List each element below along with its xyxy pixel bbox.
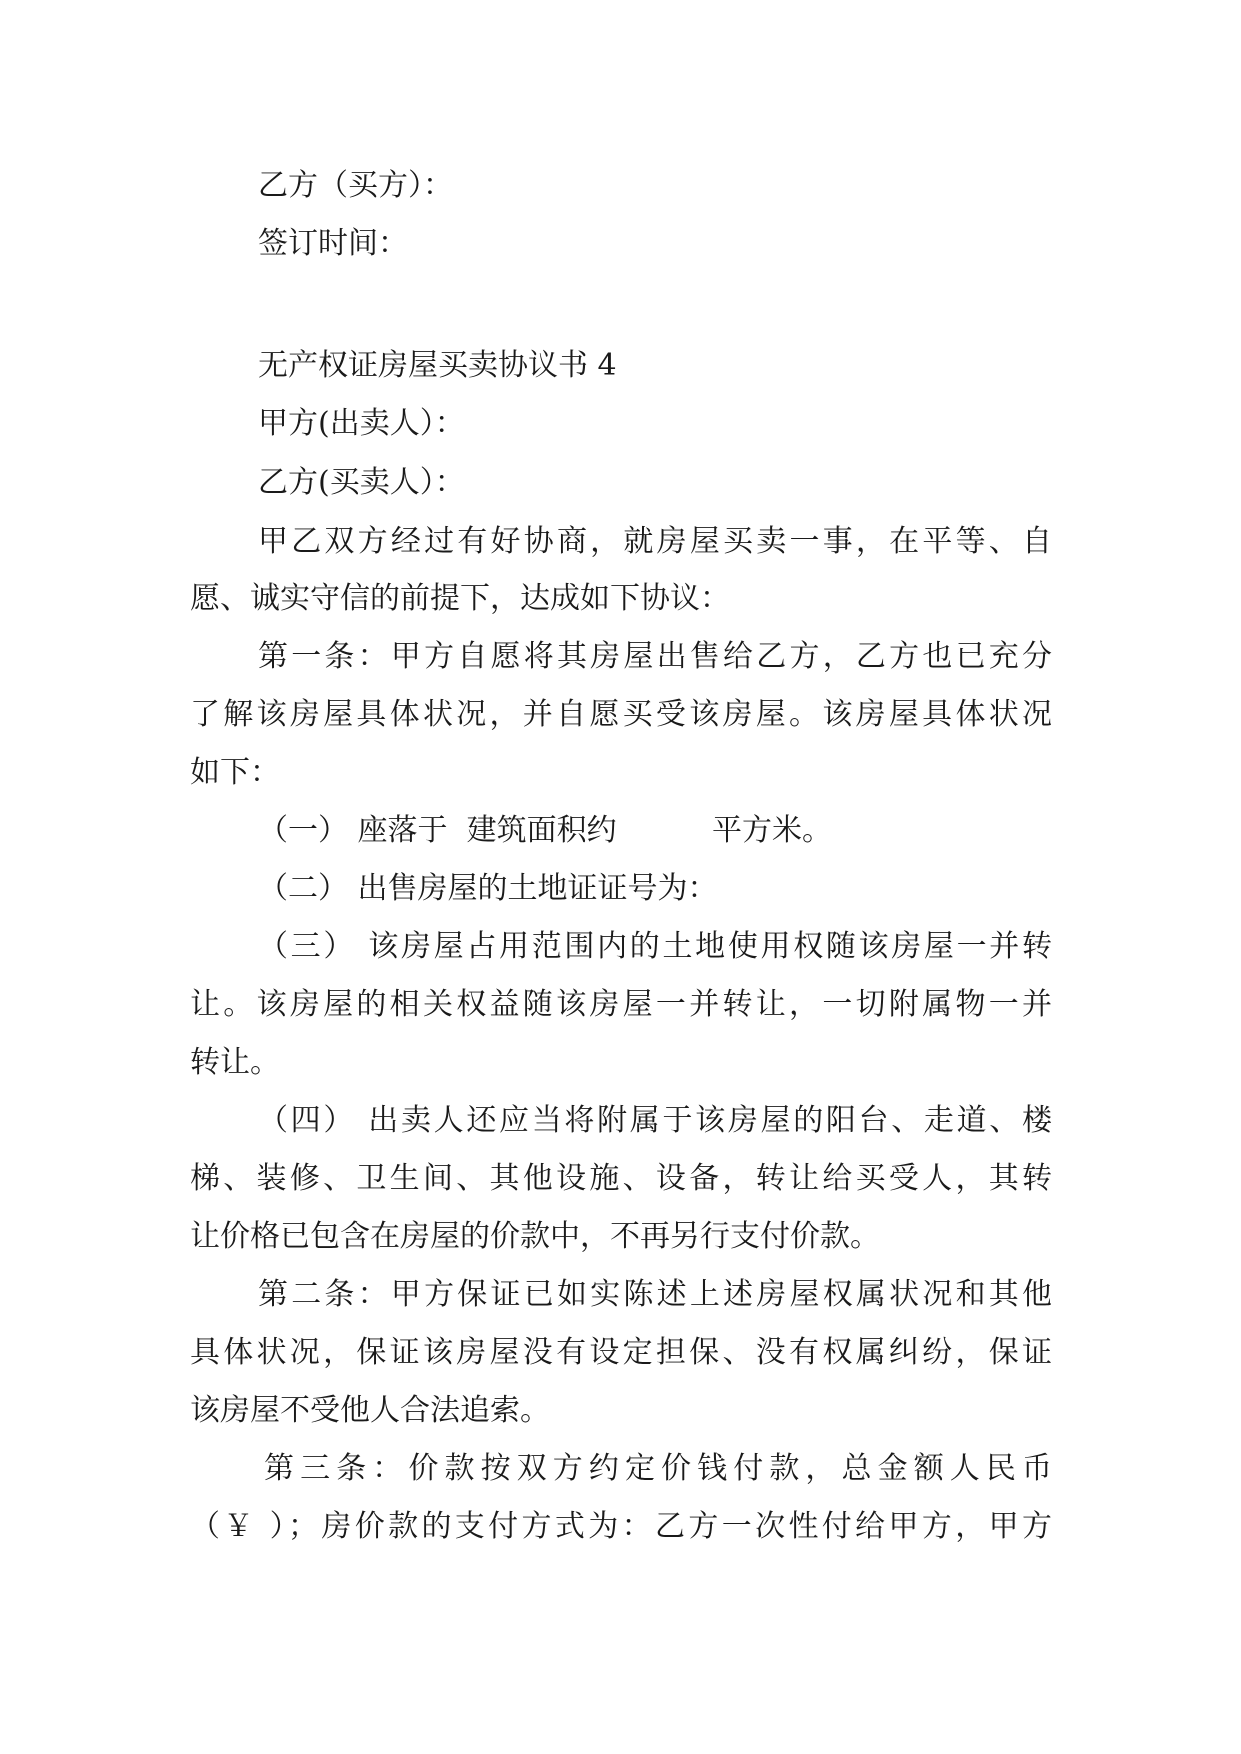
- party-a-line: 甲方(出卖人）：: [258, 406, 465, 441]
- item3-line-3: 转让。: [190, 1045, 280, 1080]
- intro-line-2: 愿、诚实守信的前提下，达成如下协议：: [190, 581, 730, 616]
- buyer-line: 乙方（买方）：: [258, 168, 453, 203]
- item4-line-1: （四） 出卖人还应当将附属于该房屋的阳台、走道、楼: [258, 1103, 1052, 1138]
- article2-line-1: 第二条：甲方保证已如实陈述上述房屋权属状况和其他: [258, 1277, 1052, 1312]
- article1-line-1: 第一条：甲方自愿将其房屋出售给乙方，乙方也已充分: [258, 639, 1052, 674]
- article1-line-2: 了解该房屋具体状况，并自愿买受该房屋。该房屋具体状况: [190, 697, 1052, 732]
- article2-line-2: 具体状况，保证该房屋没有设定担保、没有权属纠纷，保证: [190, 1335, 1052, 1370]
- signing-time-line: 签订时间：: [258, 226, 408, 261]
- item4-line-3: 让价格已包含在房屋的价款中，不再另行支付价款。: [190, 1219, 880, 1254]
- item1-line: （一） 座落于 建筑面积约 平方米。: [258, 813, 832, 848]
- item3-line-2: 让。该房屋的相关权益随该房屋一并转让，一切附属物一并: [190, 987, 1052, 1022]
- article1-line-3: 如下：: [190, 755, 280, 790]
- agreement-title: 无产权证房屋买卖协议书 4: [258, 348, 617, 383]
- item2-line: （二） 出售房屋的土地证证号为：: [258, 871, 718, 906]
- item3-line-1: （三） 该房屋占用范围内的土地使用权随该房屋一并转: [258, 929, 1052, 964]
- item4-line-2: 梯、装修、卫生间、其他设施、设备，转让给买受人，其转: [190, 1161, 1052, 1196]
- intro-line-1: 甲乙双方经过有好协商，就房屋买卖一事，在平等、自: [258, 524, 1052, 559]
- article2-line-3: 该房屋不受他人合法追索。: [190, 1393, 550, 1428]
- article3-line-2: （￥ ）；房价款的支付方式为：乙方一次性付给甲方，甲方: [190, 1509, 1052, 1544]
- party-b-line: 乙方(买卖人）：: [258, 465, 465, 500]
- article3-line-1: 第三条：价款按双方约定价钱付款，总金额人民币: [264, 1451, 1052, 1486]
